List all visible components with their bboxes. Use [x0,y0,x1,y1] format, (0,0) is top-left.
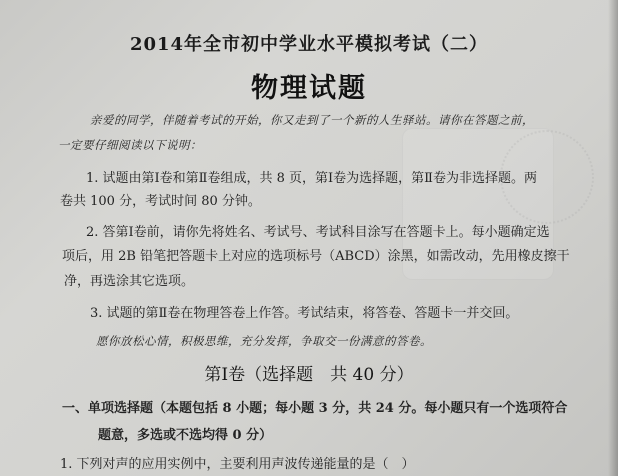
closing-message: 愿你放松心情，积极思维，充分发挥，争取交一份满意的答卷。 [96,334,432,348]
exam-subject-title: 物理试题 [251,73,367,104]
section-title: 第Ⅰ卷（选择题 共 40 分） [204,365,414,385]
instruction-1-line-2: 卷共 100 分，考试时间 80 分钟。 [60,194,261,209]
instruction-1-line-1: 1. 试题由第Ⅰ卷和第Ⅱ卷组成，共 8 页，第Ⅰ卷为选择题，第Ⅱ卷为非选择题。两 [86,171,538,186]
exam-title: 2014年全市初中学业水平模拟考试（二） [129,34,489,55]
instruction-3: 3. 试题的第Ⅱ卷在物理答卷上作答。考试结束，将答卷、答题卡一并交回。 [90,306,519,321]
greeting-line-1: 亲爱的同学，伴随着考试的开始，你又走到了一个新的人生驿站。请你在答题之前， [90,113,534,127]
question-1: 1. 下列对声的应用实例中，主要利用声波传递能量的是（ ） [60,457,415,472]
part-one-heading-line-2: 题意，多选或不选均得 0 分） [98,428,273,443]
instruction-2-line-2: 项后，用 2B 铅笔把答题卡上对应的选项标号（ABCD）涂黑，如需改动，先用橡皮擦干 [62,249,570,264]
instruction-2-line-3: 净，再选涂其它选项。 [64,274,195,289]
part-one-heading-line-1: 一、单项选择题（本题包括 8 小题；每小题 3 分，共 24 分。每小题只有一个选项符合 [62,401,568,416]
page-edge-shadow [608,0,618,476]
greeting-line-2: 一定要仔细阅读以下说明： [58,138,202,152]
instruction-2-line-1: 2. 答第Ⅰ卷前，请你先将姓名、考试号、考试科目涂写在答题卡上。每小题确定选 [86,225,550,240]
